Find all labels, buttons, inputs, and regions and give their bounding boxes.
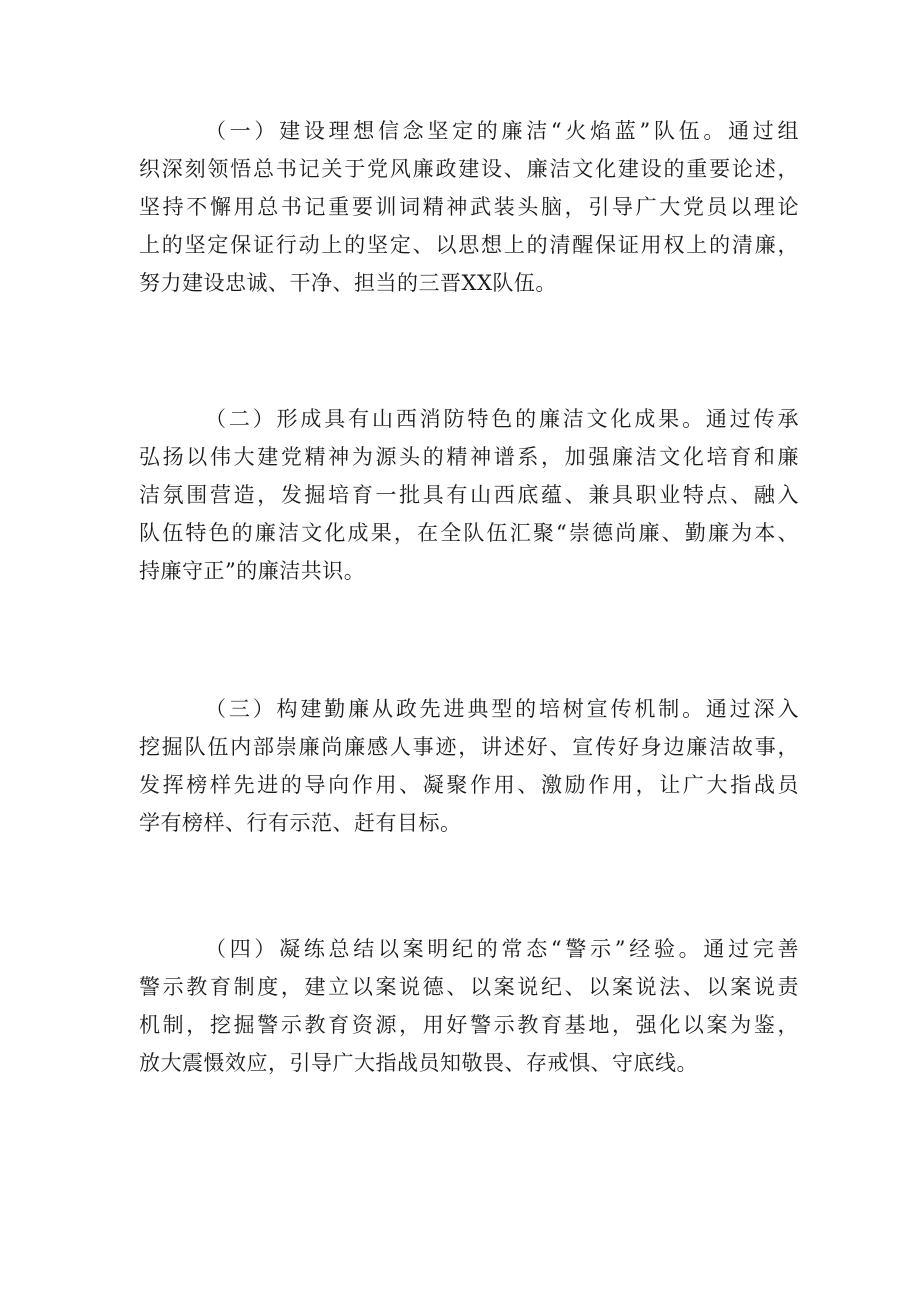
paragraph-line: 挖掘队伍内部崇廉尚廉感人事迹，讲述好、宣传好身边廉洁故事， bbox=[139, 735, 799, 759]
paragraph-line: 努力建设忠诚、干净、担当的三晋XX队伍。 bbox=[139, 271, 557, 295]
paragraph-line: 弘扬以伟大建党精神为源头的精神谱系，加强廉洁文化培育和廉 bbox=[139, 445, 799, 469]
paragraph-4 bbox=[139, 930, 799, 1082]
paragraph-line: （四）凝练总结以案明纪的常态“警示”经验。通过完善 bbox=[205, 937, 799, 961]
paragraph-line: 机制，挖掘警示教育资源，用好警示教育基地，强化以案为鉴， bbox=[139, 1013, 799, 1037]
paragraph-line: 洁氛围营造，发掘培育一批具有山西底蕴、兼具职业特点、融入 bbox=[139, 483, 799, 507]
paragraph-line: 队伍特色的廉洁文化成果，在全队伍汇聚“崇德尚廉、勤廉为本、 bbox=[139, 521, 799, 545]
paragraph-line: 持廉守正”的廉洁共识。 bbox=[139, 559, 366, 583]
paragraph-line: （三）构建勤廉从政先进典型的培树宣传机制。通过深入 bbox=[205, 697, 799, 721]
paragraph-line: 坚持不懈用总书记重要训词精神武装头脑，引导广大党员以理论 bbox=[139, 195, 799, 219]
paragraph-line: 上的坚定保证行动上的坚定、以思想上的清醒保证用权上的清廉， bbox=[139, 233, 799, 257]
paragraph-line: 织深刻领悟总书记关于党风廉政建设、廉洁文化建设的重要论述， bbox=[139, 157, 799, 181]
paragraph-line: 警示教育制度，建立以案说德、以案说纪、以案说法、以案说责 bbox=[139, 975, 799, 999]
paragraph-line: 学有榜样、行有示范、赶有目标。 bbox=[139, 811, 462, 835]
paragraph-1 bbox=[139, 112, 799, 302]
paragraph-3 bbox=[139, 690, 799, 842]
paragraph-line: （一）建设理想信念坚定的廉洁“火焰蓝”队伍。通过组 bbox=[205, 119, 799, 143]
paragraph-line: 发挥榜样先进的导向作用、凝聚作用、激励作用，让广大指战员 bbox=[139, 773, 799, 797]
paragraph-line: （二）形成具有山西消防特色的廉洁文化成果。通过传承 bbox=[205, 407, 799, 431]
paragraph-line: 放大震慑效应，引导广大指战员知敬畏、存戒惧、守底线。 bbox=[139, 1051, 698, 1075]
paragraph-2 bbox=[139, 400, 799, 590]
